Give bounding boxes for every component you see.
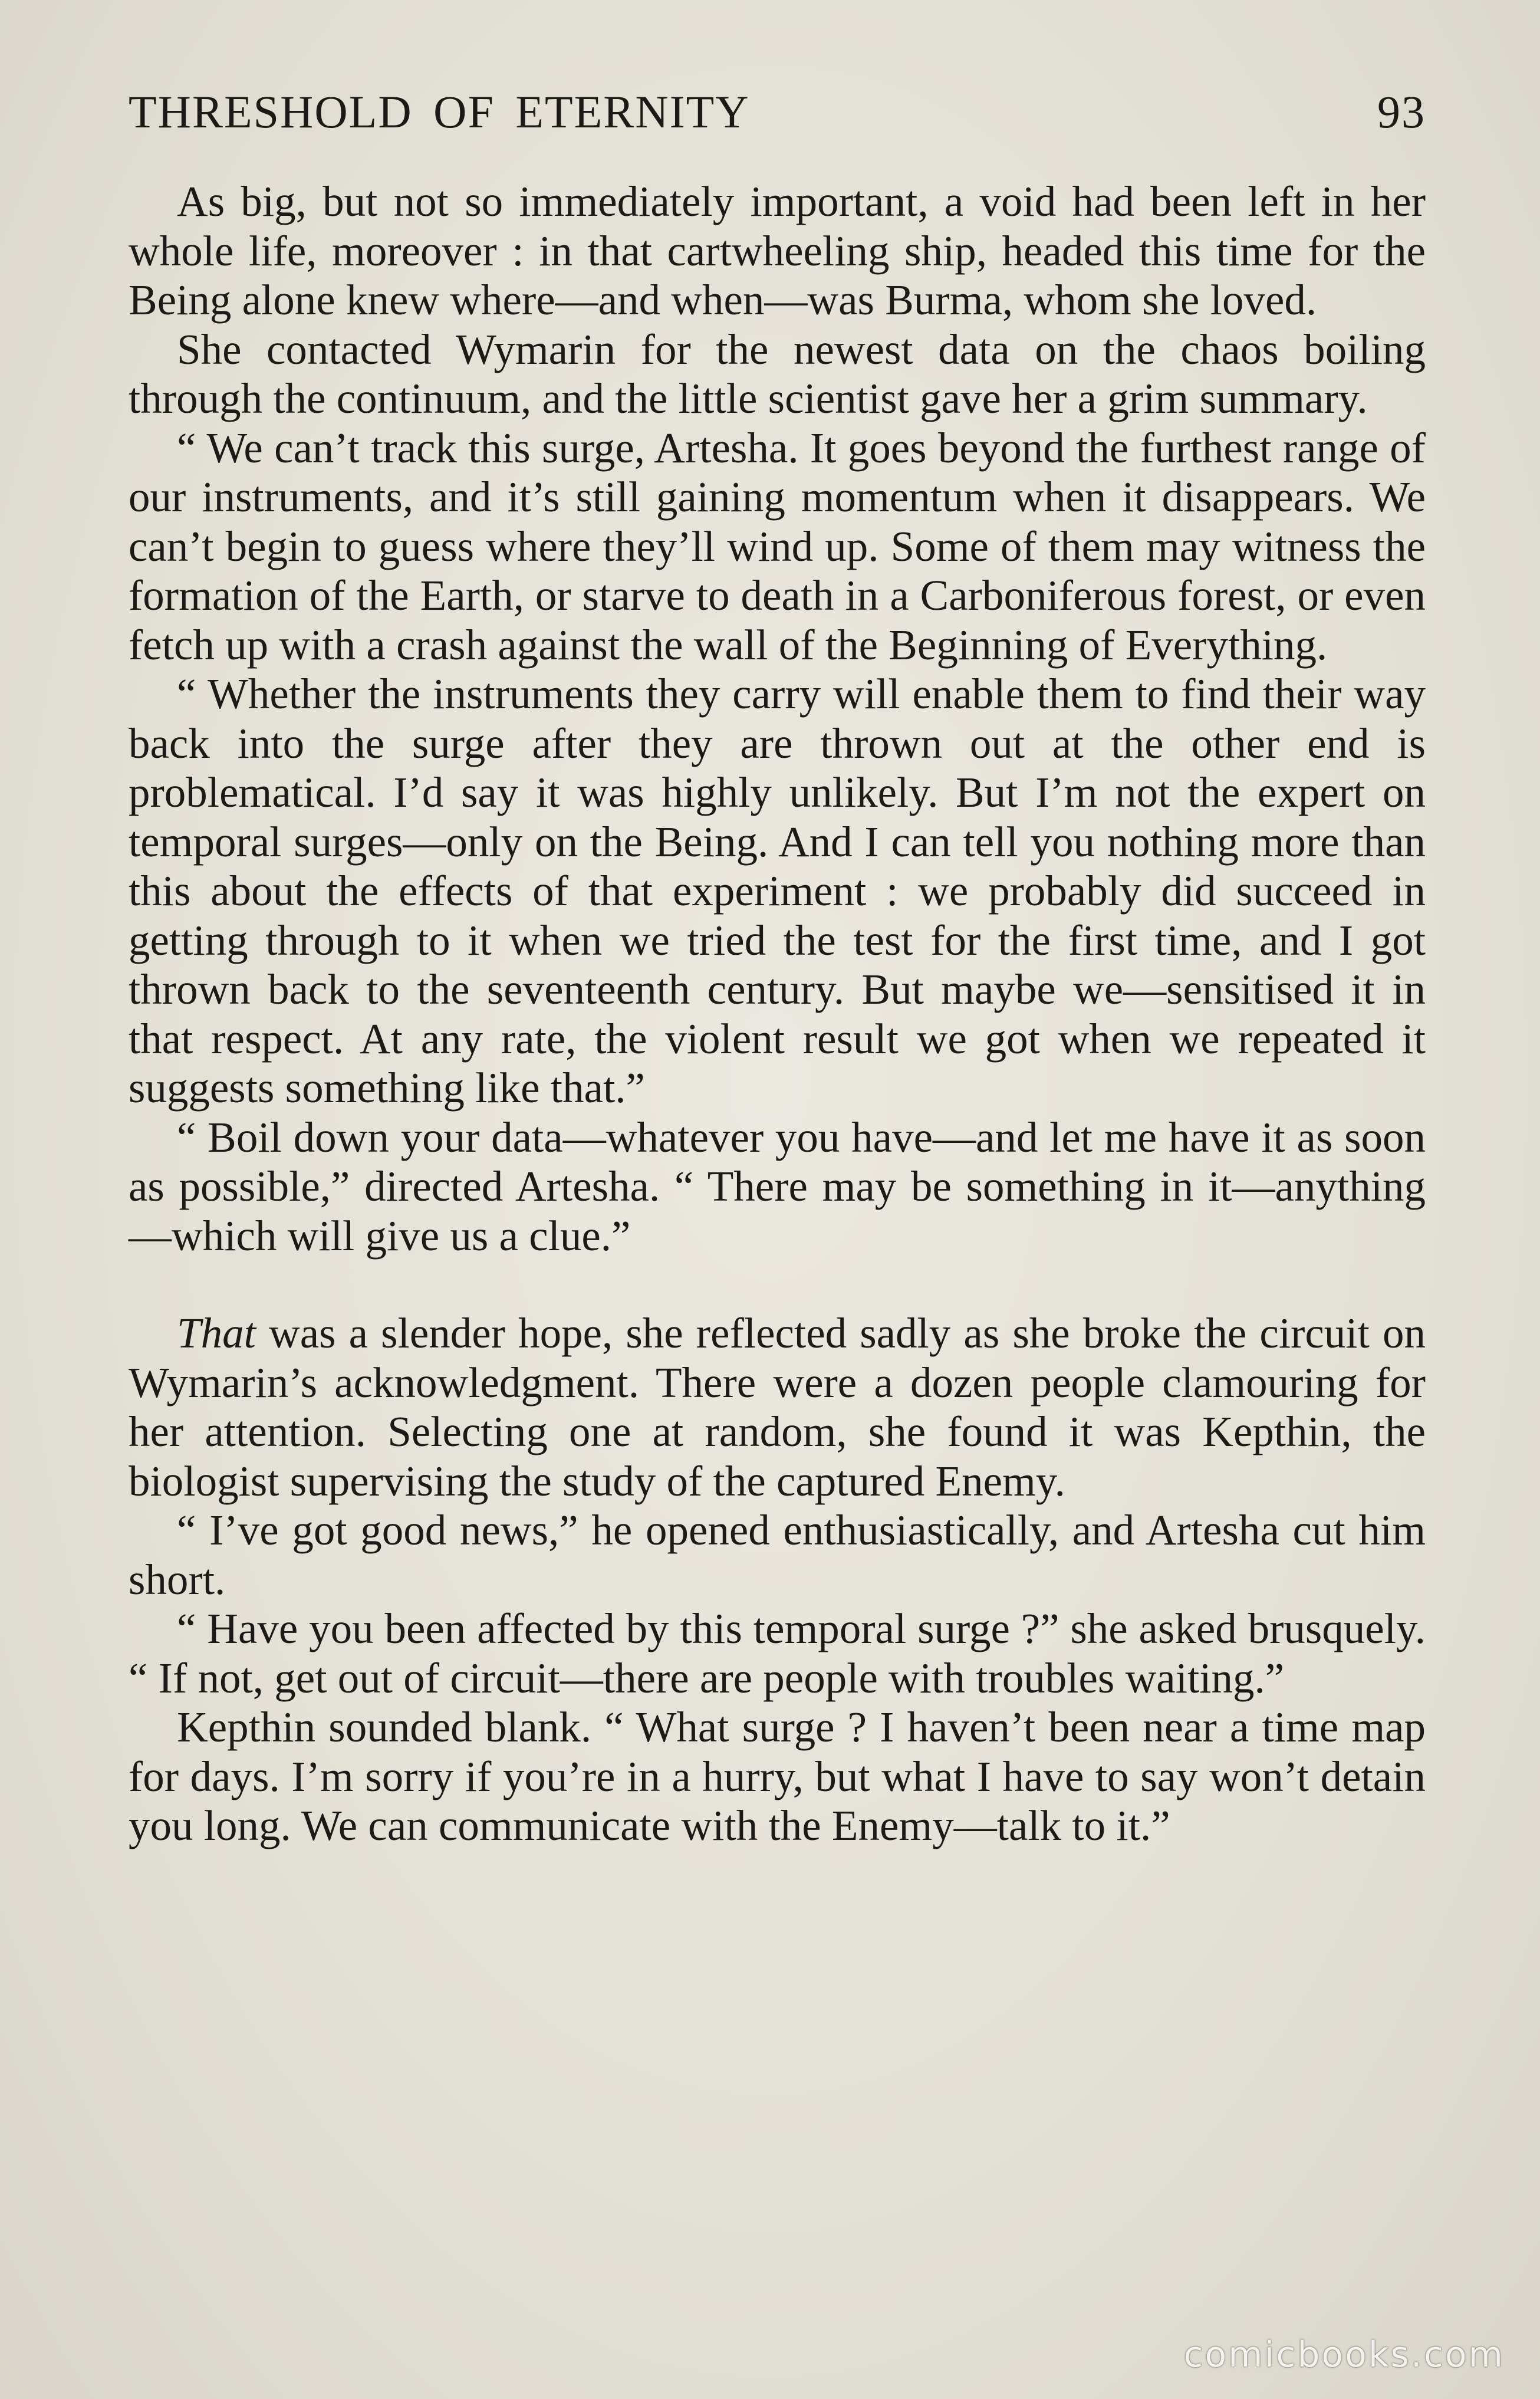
paragraph-section-start: That was a slender hope, she reflected sadly as she broke the circuit on Wymarin’s acknowledgment. There were a dozen people clamouring for her attention. Selecting one at random, she found it was Kepthin, the biologist supervising the study of the captured Enemy. — [129, 1309, 1426, 1505]
paragraph: “ Have you been affected by this temporal surge ?” she asked brusquely. “ If not, get out of circuit—there are people with troubles waiting.” — [129, 1605, 1426, 1702]
page-number: 93 — [1377, 86, 1426, 137]
page-header — [129, 77, 1426, 147]
paragraph: As big, but not so immediately important, a void had been left in her whole life, moreover : in that cartwheeling ship, headed this time for the Being alone knew where—and when—was Burma, whom she loved. — [129, 178, 1426, 324]
italic-lead-word: That — [177, 1309, 256, 1357]
paragraph: Kepthin sounded blank. “ What surge ? I haven’t been near a time map for days. I’m sorry if you’re in a hurry, but what I have to say won’t detain you long. We can communicate with the Enemy—talk to it.” — [129, 1703, 1426, 1849]
paragraph: “ We can’t track this surge, Artesha. It goes beyond the furthest range of our instruments, and it’s still gaining momentum when it disappears. We can’t begin to guess where they’ll wind up. Some of them may witness the formation of the Earth, or starve to death in a Carboniferous forest, or even fetch up with a crash against the wall of the Beginning of Everything. — [129, 423, 1426, 669]
paragraph: “ Boil down your data—whatever you have—and let me have it as soon as possible,” directed Artesha. “ There may be something in it—anything—which will give us a clue.” — [129, 1113, 1426, 1260]
paragraph: “ I’ve got good news,” he opened enthusiastically, and Artesha cut him short. — [129, 1506, 1426, 1603]
running-title: THRESHOLD OF ETERNITY — [129, 86, 750, 137]
watermark: comicbooks.com — [1183, 2334, 1505, 2375]
paragraph: She contacted Wymarin for the newest data on the chaos boiling through the continuum, and the little scientist gave her a grim summary. — [129, 325, 1426, 422]
paragraph: “ Whether the instruments they carry will enable them to find their way back into the surge after they are thrown out at the other end is problematical. I’d say it was highly unlikely. But I’m not the expert on temporal surges—only on the Being. And I can tell you nothing more than this about the effects of that experiment : we probably did succeed in getting through to it when we tried the test for the first time, and I got thrown back to the seventeenth century. But maybe we—sensitised it in that respect. At any rate, the violent result we got when we repeated it suggests something like that.” — [129, 670, 1426, 1112]
body-text — [129, 177, 1426, 1851]
